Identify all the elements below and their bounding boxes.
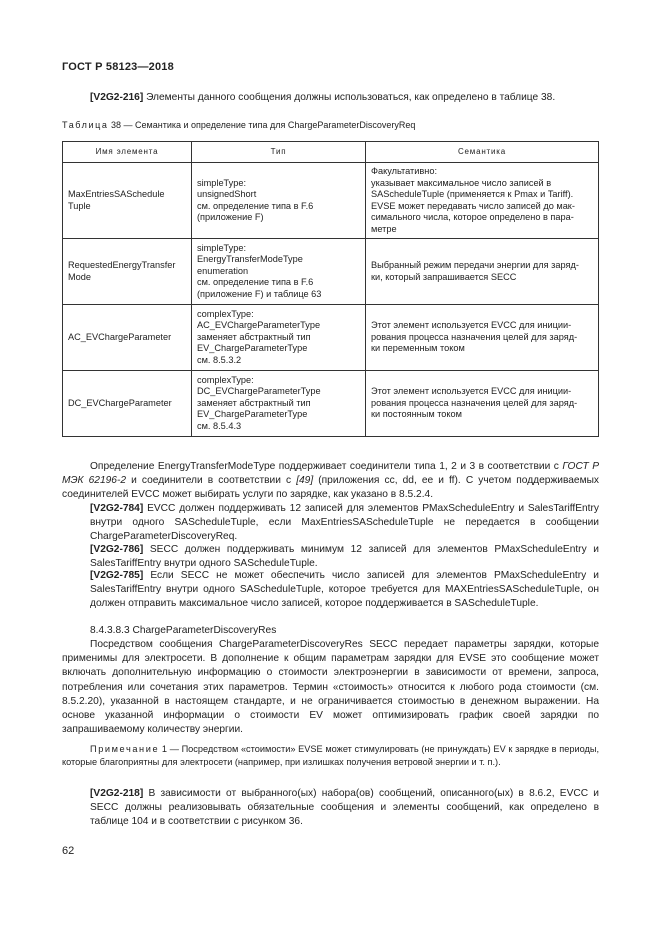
table-row [63, 239, 599, 305]
definition-text: Определение EnergyTransferModeType поддерживает соединители типа 1, 2 и 3 в соответствии с [90, 461, 563, 472]
requirement-text: EVCC должен поддерживать 12 записей для элементов PMaxScheduleEntry и SalesTariffEntry внутри одного SAScheduleTuple, если MaxEntriesSAScheduleTuple не передается в сообщении ChargeParameterDiscoveryReq. [90, 503, 599, 543]
note-paragraph [62, 743, 599, 768]
column-header: Тип [192, 142, 366, 163]
requirement-paragraph [90, 502, 599, 545]
semantics-cell [366, 239, 599, 305]
type-cell [192, 371, 366, 437]
type-line: simpleType: [197, 177, 247, 188]
table-header-row [63, 142, 599, 163]
requirement-id: [V2G2-785] [90, 570, 144, 581]
type-line: complexType: [197, 374, 254, 385]
requirement-text: Если SECC не может обеспечить число записей для элементов PMaxScheduleEntry и SalesTariffEntry внутри одного SAScheduleTuple, которое требуется для MAXEntriesSAScheduleTuple, он должен отправить максимальное число записей, которое поддерживается в SAScheduleTuple. [90, 570, 599, 610]
semantics-line: рования процесса назначения целей для заряд- [371, 331, 578, 342]
type-line: complexType: [197, 308, 254, 319]
semantics-table [62, 141, 599, 437]
type-line: EnergyTransferModeType [197, 254, 303, 265]
requirement-id: [V2G2-786] [90, 544, 144, 555]
semantics-line: SAScheduleTuple (применяется к Pmax и Tariff). [371, 189, 574, 199]
requirement-paragraph [90, 787, 599, 830]
definition-text: и соединители в соответствии с [126, 475, 297, 487]
semantics-line: симального числа, которое определено в пара- [371, 212, 574, 222]
document-header: ГОСТ Р 58123—2018 [62, 61, 174, 73]
type-line: см. 8.5.4.3 [197, 420, 242, 431]
type-line: заменяет абстрактный тип [197, 331, 311, 342]
requirement-paragraph [90, 569, 599, 612]
type-line: EV_ChargeParameterType [197, 409, 308, 420]
type-line: enumeration [197, 265, 249, 276]
standard-reference: ГОСТ Р МЭК 62196-2 [62, 461, 599, 487]
table-caption-label: Таблица [62, 120, 109, 130]
table-row [63, 371, 599, 437]
type-line: см. определение типа в F.6 [197, 200, 314, 211]
element-name-cell: MaxEntriesSASchedule Tuple [63, 163, 192, 239]
requirement-id: [V2G2-216] [90, 92, 144, 103]
requirement-text: В зависимости от выбранного(ых) набора(ов) сообщений, описанного(ых) в 8.6.2, EVCC и SECC должны реализовывать обязательные сообщения и элементы сообщений, как определено в таблице 104 и в соответствии с рисунком 36. [90, 788, 599, 828]
table-row [63, 163, 599, 239]
type-line: simpleType: [197, 242, 247, 253]
type-line: заменяет абстрактный тип [197, 397, 311, 408]
semantics-line: указывает максимальное число записей в [371, 177, 552, 188]
table-row [63, 305, 599, 371]
semantics-line: Факультативно: [371, 166, 438, 176]
type-line: (приложение F) [197, 212, 264, 222]
column-header: Имя элемента [63, 142, 192, 163]
column-header: Семантика [366, 142, 599, 163]
page-number: 62 [62, 845, 75, 857]
definition-paragraph [62, 460, 599, 503]
semantics-line: ки постоянным током [371, 409, 462, 420]
intro-paragraph [90, 91, 610, 105]
section-heading: 8.4.3.8.3 ChargeParameterDiscoveryRes [90, 625, 277, 636]
element-name-cell: DC_EVChargeParameter [63, 371, 192, 437]
semantics-line: EVSE может передавать число записей до мак- [371, 200, 575, 211]
semantics-line: метре [371, 223, 397, 234]
semantics-cell [366, 305, 599, 371]
note-label: Примечание [90, 744, 160, 754]
response-paragraph: Посредством сообщения ChargeParameterDiscoveryRes SECC передает параметры зарядки, которые применимы для электросети. В дополнение к общим параметрам зарядки для EVSE это сообщение может включать дополнительную информацию о стоимости электроэнергии в зависимости от времени, запроса, потребления или сочетания этих параметров. Термин «стоимость» относится к любого рода стоимости (см. 8.5.2.20), указанной в настоящем стандарте, и не ограничивается стоимостью в денежном выражении. На основе указанной информации о стоимости EV может оптимизировать график своей зарядки по запрашиваемому количеству энергии. [62, 639, 599, 736]
semantics-line: ки, который запрашивается SECC [371, 271, 517, 282]
type-line: (приложение F) и таблице 63 [197, 288, 322, 299]
semantics-cell [366, 371, 599, 437]
type-line: см. 8.5.3.2 [197, 354, 242, 365]
semantics-line: рования процесса назначения целей для заряд- [371, 397, 578, 408]
semantics-line: Этот элемент используется EVCC для иниции- [371, 320, 572, 331]
semantics-line: Выбранный режим передачи энергии для заряд- [371, 260, 579, 270]
type-line: EV_ChargeParameterType [197, 343, 308, 354]
element-name-cell: RequestedEnergyTransfer Mode [63, 239, 192, 305]
definition-text: (приложения cc, dd, ee и ff). С учетом поддерживаемых соединителей EVCC может выбирать услуги по зарядке, как указано в 8.5.2.4. [62, 475, 600, 501]
type-cell [192, 163, 366, 239]
intro-text: Элементы данного сообщения должны использоваться, как определено в таблице 38. [146, 92, 556, 103]
semantics-line: Этот элемент используется EVCC для иниции- [371, 386, 572, 397]
requirement-id: [V2G2-784] [90, 503, 144, 514]
requirement-id: [V2G2-218] [90, 788, 144, 799]
requirement-text: SECC должен поддерживать минимум 12 записей для элементов PMaxScheduleEntry и SalesTariffEntry внутри одного SAScheduleTuple. [90, 544, 599, 570]
table-caption-text: 38 — Семантика и определение типа для ChargeParameterDiscoveryReq [111, 120, 416, 130]
type-line: см. определение типа в F.6 [197, 277, 314, 288]
semantics-cell [366, 163, 599, 239]
note-text: 1 — Посредством «стоимости» EVSE может стимулировать (не принуждать) EV к зарядке в периоды, которые благоприятны для электросети (например, при излишках получения ветровой энергии и т. п.). [62, 744, 599, 767]
type-line: DC_EVChargeParameterType [197, 386, 321, 397]
type-line: unsignedShort [197, 189, 257, 199]
type-cell [192, 239, 366, 305]
requirement-paragraph [90, 543, 599, 571]
type-cell [192, 305, 366, 371]
semantics-line: ки переменным током [371, 343, 465, 354]
element-name-cell: AC_EVChargeParameter [63, 305, 192, 371]
type-line: AC_EVChargeParameterType [197, 320, 321, 331]
table-caption [62, 120, 415, 130]
bibliography-reference: [49] [296, 475, 314, 487]
